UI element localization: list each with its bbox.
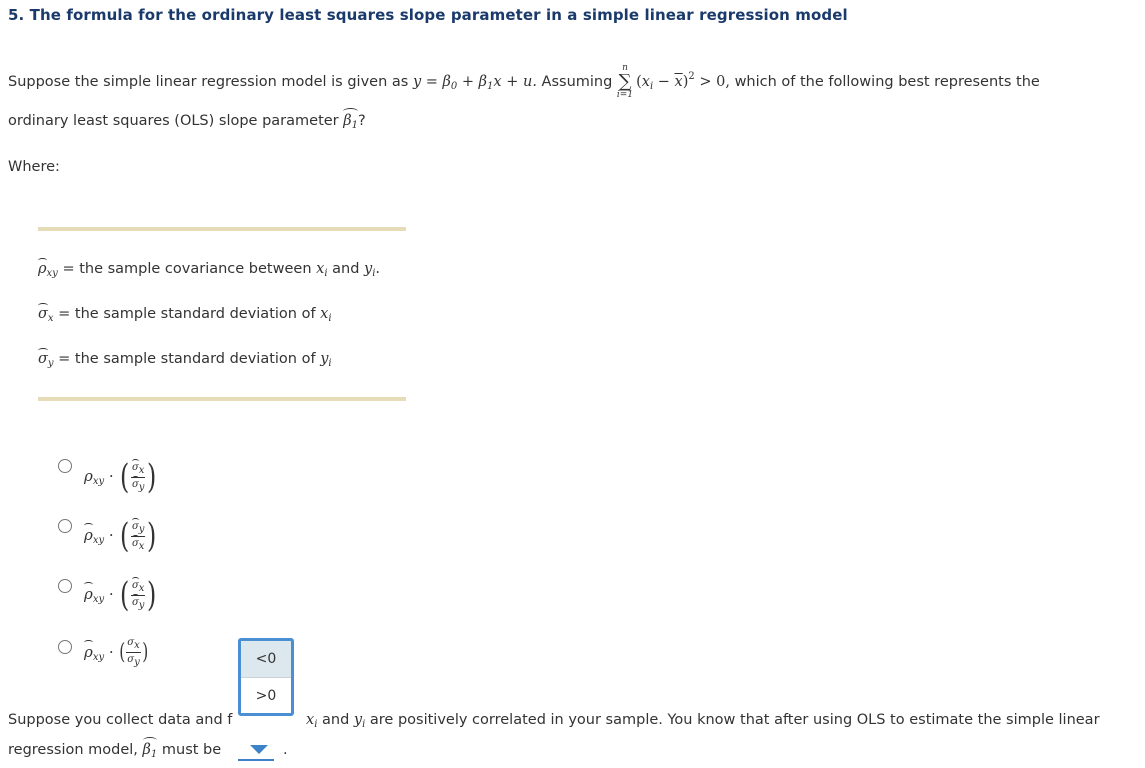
rho-def-conj: and (332, 261, 360, 277)
rho-var1: $x_i$ (316, 261, 328, 279)
option-a-radio[interactable] (58, 459, 72, 473)
option-a[interactable] (84, 457, 159, 497)
sigma-y-symbol: $\sigma_y$ (38, 351, 54, 369)
followup-var1: $x_i$ (306, 712, 318, 730)
option-d-rho: $\rho_{xy}$ · (84, 642, 114, 663)
intro-text-1: Suppose the simple linear regression model is given as (8, 74, 409, 90)
followup-prefix: regression model, (8, 742, 138, 758)
definition-rho (38, 261, 380, 279)
followup-text-1: Suppose you collect data and f (8, 712, 233, 728)
intro-text-3: ordinary least squares (OLS) slope parameter (8, 113, 339, 129)
dropdown-option-less-than-zero[interactable]: <0 (241, 641, 291, 678)
option-d[interactable] (84, 637, 149, 668)
followup-line-2 (8, 742, 221, 760)
where-label: Where: (8, 159, 60, 175)
followup-param: $\beta_1$ (142, 742, 158, 760)
followup-line-1a (8, 712, 232, 728)
option-c[interactable] (84, 575, 159, 615)
intro-line-1 (8, 64, 1040, 100)
option-a-ratio: ( $\frac{\sigma_x}{\sigma_y}$ ) (119, 457, 157, 497)
option-d-radio[interactable] (58, 640, 72, 654)
intro-line-2: ordinary least squares (OLS) slope parameter $\beta_1$? (8, 113, 366, 131)
sigma-y-def-text: = the sample standard deviation of (58, 351, 316, 367)
followup-must-be: must be (161, 742, 222, 758)
question-title: 5. The formula for the ordinary least squares slope parameter in a simple linear regression model (8, 6, 848, 24)
slope-param: $\beta_1$ (343, 113, 359, 131)
assuming-text: Assuming (541, 74, 613, 90)
option-b[interactable] (84, 516, 159, 556)
definition-sigma-x (38, 306, 332, 324)
rho-symbol: $\rho_{xy}$ (38, 261, 58, 279)
divider-bottom (38, 397, 406, 401)
condition-expression: $(x_i - \overline{x})^2 > 0$, (636, 71, 730, 92)
option-d-ratio: ( $\frac{\sigma_x}{\sigma_y}$ ) (118, 637, 149, 668)
divider-top (38, 227, 406, 231)
sigma-x-var: $x_i$ (320, 306, 332, 324)
sigma-x-def-text: = the sample standard deviation of (58, 306, 316, 322)
definition-sigma-y (38, 351, 332, 369)
option-b-radio[interactable] (58, 519, 72, 533)
summation-symbol: n ∑ i=1 (616, 63, 634, 100)
option-c-rho: $\rho_{xy}$ · (84, 585, 114, 605)
intro-text-2: which of the following best represents the (734, 74, 1040, 90)
followup-text-2: are positively correlated in your sample. You know that after using OLS to estimate the simple linear (369, 712, 1100, 728)
rho-var2: $y_i$. (364, 261, 381, 279)
answer-dropdown-list[interactable] (238, 638, 294, 716)
answer-select-underline[interactable] (238, 759, 274, 761)
followup-var2: $y_i$ (353, 712, 366, 730)
chevron-down-icon[interactable] (250, 745, 268, 754)
followup-period: . (283, 742, 288, 758)
sigma-x-symbol: $\sigma_x$ (38, 306, 54, 324)
option-a-rho: $\rho_{xy}$ · (84, 467, 114, 487)
rho-def-text: = the sample covariance between (62, 261, 312, 277)
option-c-ratio: ( $\frac{\sigma_x}{\sigma_y}$ ) (119, 575, 157, 615)
dropdown-option-greater-than-zero[interactable]: >0 (255, 688, 277, 704)
option-b-rho: $\rho_{xy}$ · (84, 526, 114, 546)
option-c-radio[interactable] (58, 579, 72, 593)
model-equation: $y = \beta_0 + \beta_1x + u$. (412, 74, 537, 92)
option-b-ratio: ( $\frac{\sigma_y}{\sigma_x}$ ) (119, 516, 157, 556)
sigma-y-var: $y_i$ (320, 351, 332, 369)
followup-line-1b (306, 712, 1100, 730)
followup-conj: and (322, 712, 350, 728)
